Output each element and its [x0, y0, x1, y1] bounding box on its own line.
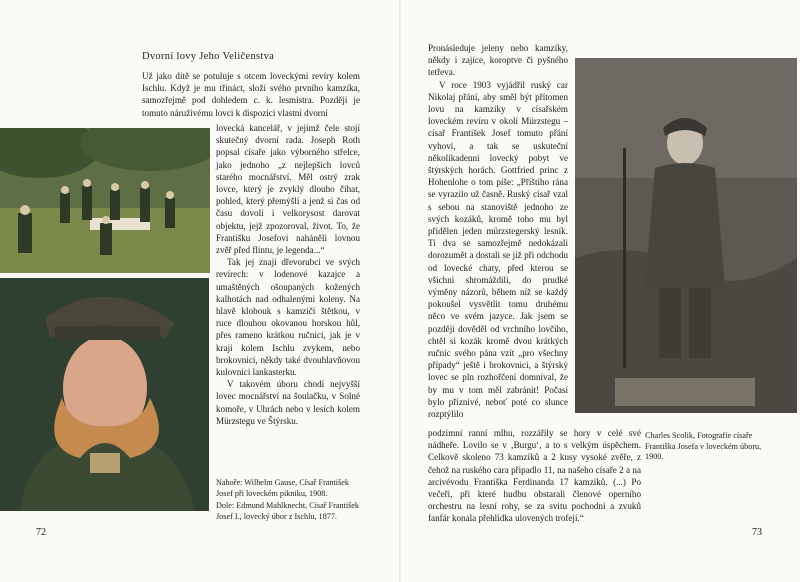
picnic-painting-illustration: [0, 128, 210, 273]
portrait-illustration: [0, 278, 209, 511]
right-column-bottom: [428, 427, 641, 525]
emperor-hunting-photograph: [575, 58, 797, 413]
page-number-left: 72: [36, 527, 46, 538]
right-column-main: [428, 42, 568, 420]
left-column-main: [216, 122, 360, 427]
section-heading: Dvorní lovy Jeho Veličenstva: [142, 51, 275, 62]
paragraph: Už jako dítě se potuluje s otcem loveckými revíry kolem Ischlu. Když je mu třináct, složí svého prvního kamzíka, samozřejmě pod dohledem c. k. lesmistra. Později je tomuto náruživému lovci k dispozici vlastní dvorní: [142, 71, 360, 118]
photograph-illustration: [575, 58, 797, 413]
book-gutter: [399, 0, 401, 582]
caption-line: Nahoře: Wilhelm Gause, Císař František Josef při loveckém pikniku, 1908.: [216, 478, 349, 498]
caption-line: Dole: Edmund Mahlknecht, Císař František Josef I., lovecký úbor z Ischlu, 1877.: [216, 501, 360, 521]
paragraph: lovecká kancelář, v jejímž čele stojí skutečný dvorní rada. Joseph Roth popsal císaře jako výborného střelce, jako jednoho „z nejlepších lovců starého mocnářství. Měl ostrý zrak lovce, který je zvyklý dlouho číhat, pohled, který přemýšlí a jenž si čas od času dovolí i velkorysost darovat objektu, jejž zpozoroval, život. To, že Františku Josefovi naháněli lovnou zvěř před flintu, je legenda...“: [216, 123, 360, 256]
paragraph: V roce 1903 vyjádřil ruský car Nikolaj přání, aby směl být přítomen lovu na kamzíky v císařském loveckém revíru v okolí Mürzstegu – císař František Josef tomuto přání vyhoví, a tak se uskuteční několikadenní lovecký pobyt ve štýrských horách. Gottfried princ z Hohenlohe o tom píše: „Příštího rána se vyrazilo už časně. Ruský císař vzal s sebou na stanoviště jednoho ze svých kozáků, kromě toho mu byl přidělen jeden mürzstegerský lesník. Ti dva se samozřejmě nedokázali dorozumět a dostali se již při odchodu od lovecké chaty, před kterou se všichni shromáždili, do prudké výměny názorů, během níž se každý pokoušel vysvětlit tomu druhému něco ve svém jazyce. Jak jsem se později dověděl od vrchního lovčího, chtěl si kozák kromě dvou krátkých ručnic svého pána vzít „pro všechny případy“ ještě i brokovnici, a štýrský lovec se pln rozhořčení domníval, že by mu v tom měl zabránit! Počasí bylo příznivé, neboť poté co slunce rozptýlilo: [428, 79, 568, 420]
right-caption: Charles Scolik, Fotografie císaře Františka Josefa v loveckém úboru, 1900.: [645, 431, 762, 461]
left-column-top: [142, 70, 360, 119]
paragraph: Tak jej znají dřevorubci ve svých revírech: v lodenové kazajce a umaštěných ošoupaných kožených kalhotách nad odhalenými koleny. Na hlavě klobouk s kamzičí štětkou, v ruce dlouhou okovanou horskou hůl, přes rameno krátkou ručnici, jak je v kraji kolem Ischlu zvykem, nebo brokovnici, někdy také dvouhlavňovou kulovnici lankasterku.: [216, 257, 360, 378]
paragraph: podzimní ranní mlhu, rozzářily se hory v celé své nádheře. Lovilo se v ‚Burgu‘, a to s velkým úspěchem. Celkově skoleno 73 kamzíků a 2 kusy vysoké zvěře, z čehož na ruského cara připadlo 11, na našeho císaře 2 a na arcivévodu Františka Ferdinanda 17 kamzíků. (...) Po večeři, při které hudbu obstarali členové operního orchestru na lesní rohy, se za svitu pochodní a zvuků fanfár konala přehlídka ulovených trofejí.“: [428, 428, 641, 524]
page-number-right: 73: [752, 527, 762, 538]
hunting-picnic-painting: [0, 128, 210, 273]
paragraph: Pronásleduje jeleny nebo kamzíky, někdy i zajíce, koroptve či pyšného tetřeva.: [428, 43, 568, 78]
paragraph: V takovém úboru chodí nejvyšší lovec mocnářství na šoulačku, v Solné komoře, v Uhrách nebo v lesích kolem Mürzstegu ve Štýrsku.: [216, 379, 360, 426]
left-caption: [216, 478, 366, 522]
emperor-portrait-painting: [0, 278, 209, 511]
